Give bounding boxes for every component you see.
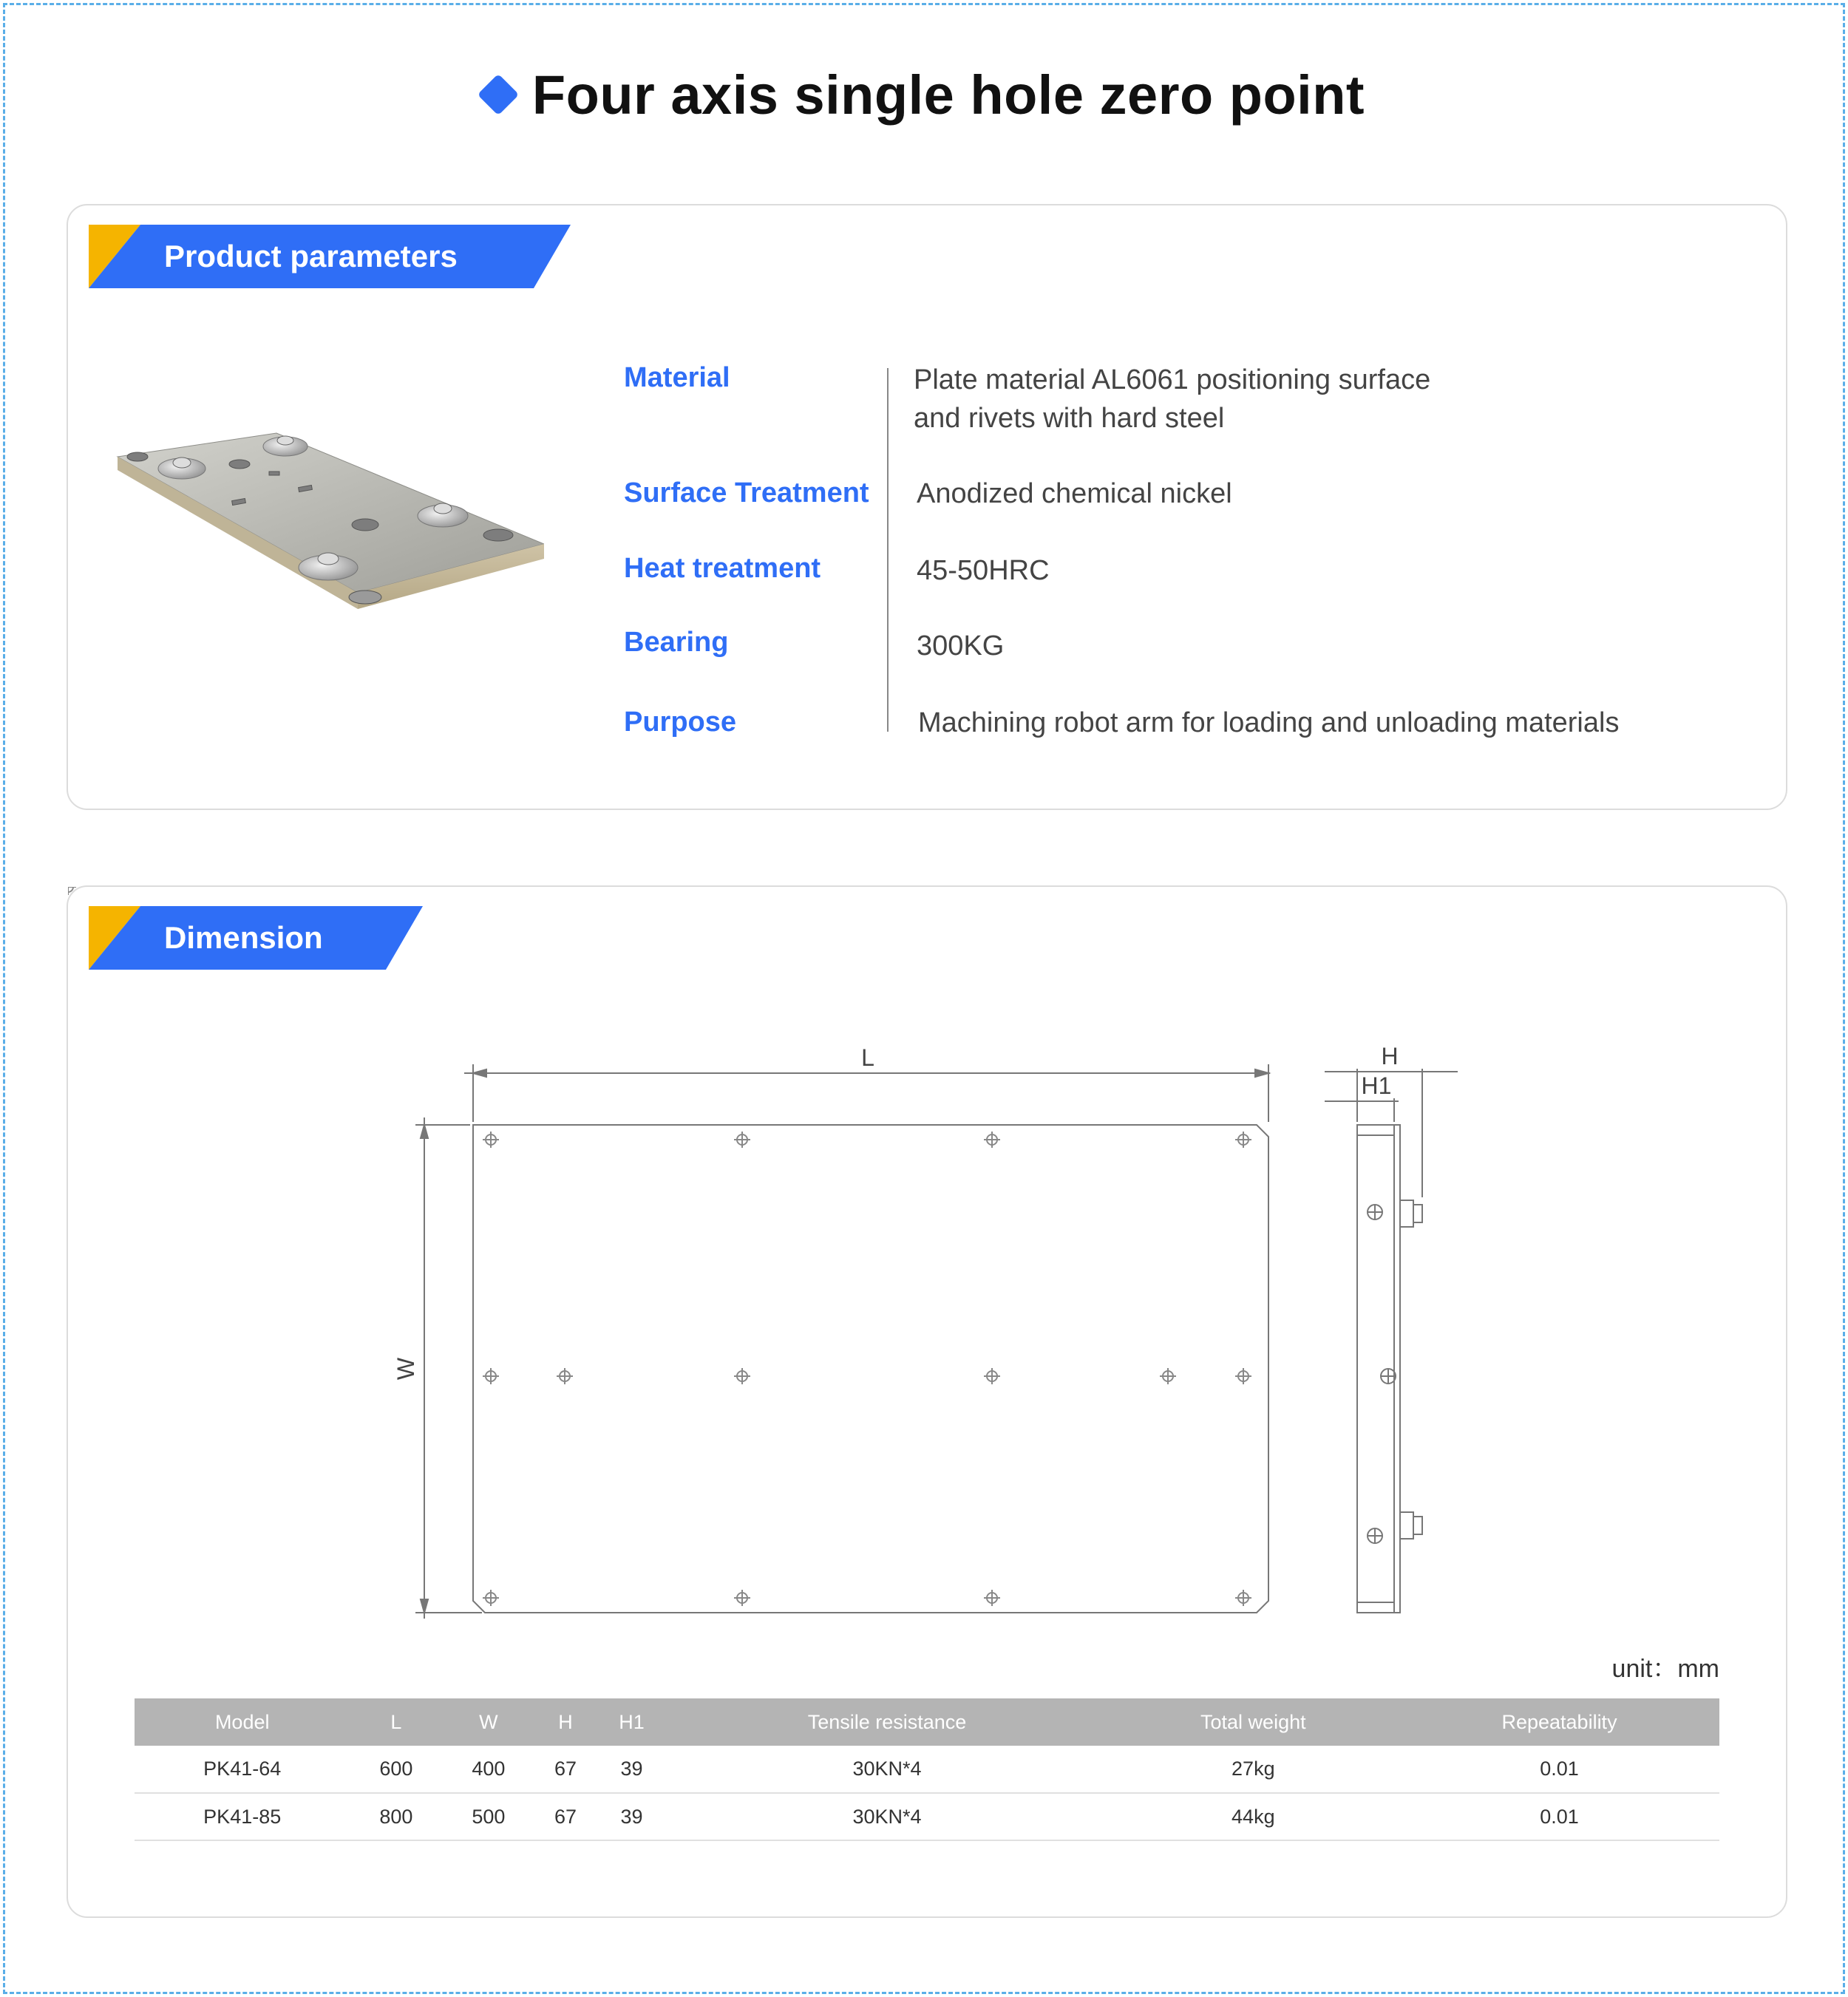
- unit-label: unit：mm: [1611, 1655, 1719, 1683]
- param-label: Surface Treatment: [624, 477, 869, 508]
- page-title: [0, 58, 1848, 132]
- table-header-cell: W: [442, 1698, 534, 1746]
- section-heading: Product parameters: [164, 239, 458, 273]
- param-value-line: Plate material AL6061 positioning surface: [914, 364, 1431, 395]
- label-width: W: [393, 1357, 419, 1381]
- param-value-line: and rivets with hard steel: [914, 403, 1225, 434]
- dimension-card: [67, 885, 1787, 1918]
- table-cell: 30KN*4: [667, 1746, 1107, 1793]
- table-cell: 600: [350, 1746, 442, 1793]
- table-header-cell: L: [350, 1698, 442, 1746]
- table-header-cell: Tensile resistance: [667, 1698, 1107, 1746]
- label-height: H: [1381, 1043, 1399, 1069]
- table-header-row: [135, 1698, 1719, 1746]
- param-label: Heat treatment: [624, 553, 821, 584]
- table-header-cell: Repeatability: [1399, 1698, 1719, 1746]
- table-row: [135, 1793, 1719, 1840]
- diamond-bullet-icon: [478, 74, 520, 116]
- mounting-hole-marks: [68, 887, 1251, 1606]
- param-value: 300KG: [917, 630, 1005, 661]
- param-value: 45-50HRC: [917, 555, 1050, 586]
- table-cell: 44kg: [1107, 1793, 1399, 1840]
- parameter-divider: [887, 368, 889, 732]
- table-cell: 67: [534, 1746, 596, 1793]
- table-cell: 39: [597, 1793, 667, 1840]
- product-plate-image: [114, 420, 544, 664]
- dimension-drawing: [68, 887, 1789, 1656]
- label-height1: H1: [1361, 1072, 1392, 1099]
- param-label: Purpose: [624, 707, 737, 738]
- table-cell: 67: [534, 1793, 596, 1840]
- table-header-cell: H: [534, 1698, 596, 1746]
- table-cell: PK41-64: [135, 1746, 350, 1793]
- table-cell: 400: [442, 1746, 534, 1793]
- param-value: Anodized chemical nickel: [917, 478, 1232, 509]
- page-title-text: Four axis single hole zero point: [531, 64, 1365, 126]
- table-row: [135, 1746, 1719, 1793]
- table-cell: 0.01: [1399, 1793, 1719, 1840]
- spec-table: [135, 1698, 1719, 1841]
- table-header-cell: Total weight: [1107, 1698, 1399, 1746]
- param-value: Machining robot arm for loading and unloading materials: [918, 707, 1620, 738]
- table-header-cell: Model: [135, 1698, 350, 1746]
- label-length: L: [861, 1044, 874, 1071]
- param-label: Material: [624, 362, 730, 393]
- side-view: [1325, 1069, 1458, 1613]
- table-cell: PK41-85: [135, 1793, 350, 1840]
- front-view-outline: [473, 1125, 1268, 1613]
- param-value: [914, 361, 1430, 438]
- table-cell: 0.01: [1399, 1746, 1719, 1793]
- param-label: Bearing: [624, 627, 729, 658]
- table-cell: 500: [442, 1793, 534, 1840]
- table-cell: 27kg: [1107, 1746, 1399, 1793]
- table-cell: 800: [350, 1793, 442, 1840]
- section-heading: Dimension: [164, 920, 323, 955]
- product-parameters-card: [67, 204, 1787, 810]
- table-cell: 30KN*4: [667, 1793, 1107, 1840]
- table-cell: 39: [597, 1746, 667, 1793]
- table-header-cell: H1: [597, 1698, 667, 1746]
